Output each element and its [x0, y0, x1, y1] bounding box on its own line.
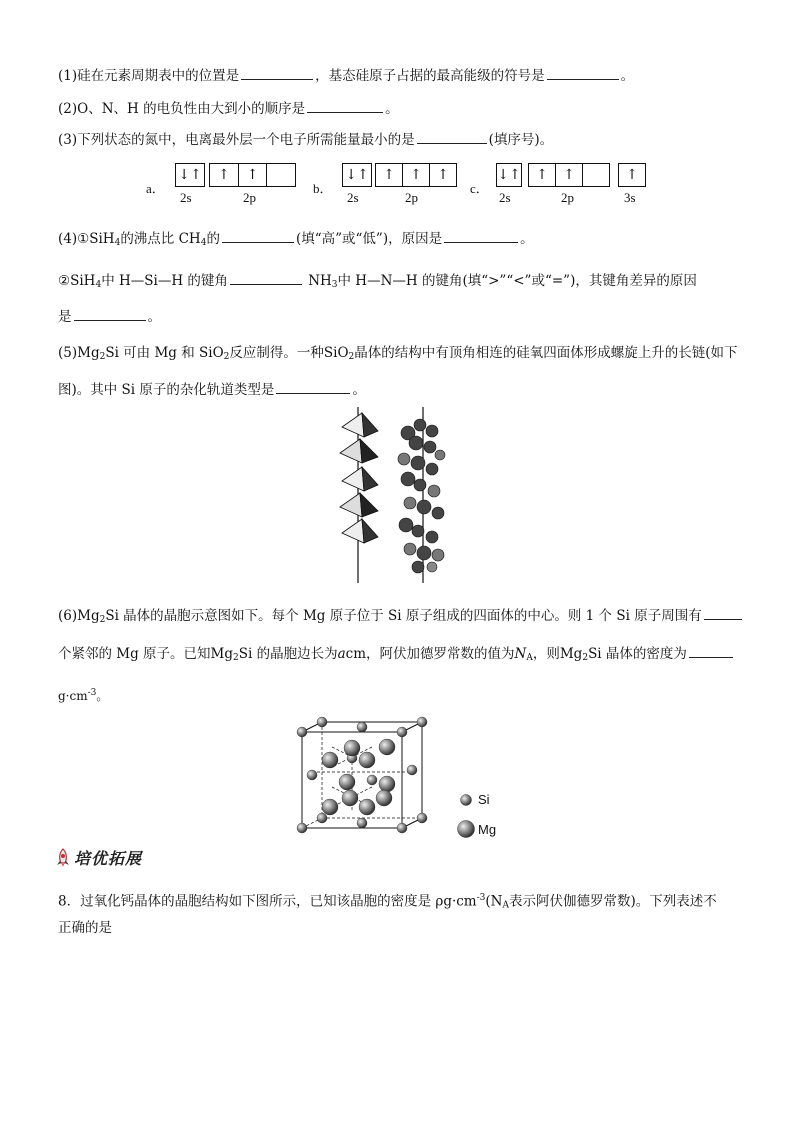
- mg2si-unit-cell-figure: [292, 712, 442, 837]
- answer-blank[interactable]: [444, 229, 518, 243]
- orbital-cell: ↑: [403, 164, 430, 186]
- orbital-label: 3s: [624, 190, 636, 205]
- legend-si-ball: [459, 793, 473, 807]
- question-3: (3)下列状态的氮中，电离最外层一个电子所需能量最小的是 (填序号)。: [58, 132, 554, 148]
- orbital-label: 2p: [561, 190, 574, 205]
- orbital-box-3s: [618, 163, 646, 187]
- answer-blank[interactable]: [704, 606, 742, 620]
- question-4-part-2-cont: 是 。: [58, 309, 161, 325]
- answer-blank[interactable]: [547, 66, 619, 80]
- orbital-cell: [267, 164, 295, 186]
- orbital-cell: ↑: [210, 164, 239, 186]
- orbital-box-2p: [528, 163, 610, 187]
- orbital-cell: ↓↑: [497, 167, 521, 183]
- answer-blank[interactable]: [276, 380, 350, 394]
- answer-blank[interactable]: [74, 307, 146, 321]
- question-8: 8．过氧化钙晶体的晶胞结构如下图所示，已知该晶胞的密度是 $\rho g\cdot cm^{-3}(N_A$表示阿伏伽德罗常数)。下列表述不: [58, 893, 717, 911]
- density-unit: $g\cdot cm^{-3}$。: [58, 688, 109, 703]
- orbital-cell: ↑: [376, 164, 403, 186]
- option-b-label: b．: [313, 181, 333, 196]
- rocket-icon: [55, 848, 71, 868]
- orbital-label: 2p: [405, 190, 418, 205]
- orbital-cell: ↑: [437, 167, 449, 183]
- question-4: (4)①SiH$_4$的沸点比 $CH_4$的 (填“高”或“低”)，原因是 。: [58, 231, 534, 248]
- orbital-box-2s: [175, 163, 205, 187]
- orbital-label: 2s: [180, 190, 192, 205]
- sio2-helix-figure: [320, 405, 470, 585]
- answer-blank[interactable]: [689, 644, 733, 658]
- orbital-cell: ↑: [556, 164, 583, 186]
- orbital-cell: [583, 164, 609, 186]
- question-6-cont: 个紧邻的 Mg 原子。已知$Mg_2Si$ 的晶胞边长为acm，阿伏加德罗常数的值为$N_A$，则$Mg_2Si$ 晶体的密度为: [58, 644, 735, 667]
- orbital-cell: ↑: [239, 164, 268, 186]
- legend-mg-label: Mg: [478, 822, 497, 837]
- legend-mg-ball: [456, 819, 476, 839]
- question-5-cont: 图)。其中 Si 原子的杂化轨道类型是 。: [58, 382, 366, 398]
- question-6: $(6)Mg_2Si$ 晶体的晶胞示意图如下。每个 Mg 原子位于 Si 原子组成的四面体的中心。则 1 个 Si 原子周围有: [58, 606, 744, 629]
- question-5: $(5)Mg_2Si$ 可由 Mg 和 SiO$_2$反应制得。一种SiO$_2$晶体的结构中有顶角相连的硅氧四面体形成螺旋上升的长链(如下: [58, 345, 738, 362]
- legend-si-label: Si: [478, 792, 490, 807]
- answer-blank[interactable]: [230, 271, 302, 285]
- option-c-label: c．: [470, 181, 489, 196]
- section-title: 培优拓展: [74, 849, 143, 868]
- question-8-cont: 正确的是: [58, 920, 112, 936]
- option-a-label: a．: [146, 181, 165, 196]
- orbital-cell: ↓↑: [178, 167, 202, 183]
- orbital-cell: ↑: [529, 164, 556, 186]
- orbital-cell: ↑: [626, 167, 638, 183]
- orbital-box-2s: [342, 163, 372, 187]
- orbital-box-2p: [209, 163, 296, 187]
- orbital-box-2p: [375, 163, 457, 187]
- answer-blank[interactable]: [417, 130, 487, 144]
- section-header: [55, 846, 142, 869]
- answer-blank[interactable]: [307, 99, 383, 113]
- answer-blank[interactable]: [241, 66, 313, 80]
- orbital-box-2s: [496, 163, 522, 187]
- orbital-label: 2s: [347, 190, 359, 205]
- question-1: (1)硅在元素周期表中的位置是 ，基态硅原子占据的最高能级的符号是 。: [58, 68, 635, 84]
- orbital-cell: ↓↑: [345, 167, 369, 183]
- question-2: (2)O、N、H 的电负性由大到小的顺序是 。: [58, 101, 399, 117]
- orbital-label: 2p: [243, 190, 256, 205]
- question-4-part-2: ②SiH$_4$中 H—Si—H 的键角 $NH_3$中 H—N—H 的键角(填“>”“<”或“=”)，其键角差异的原因: [58, 273, 697, 290]
- answer-blank[interactable]: [222, 229, 294, 243]
- orbital-label: 2s: [499, 190, 511, 205]
